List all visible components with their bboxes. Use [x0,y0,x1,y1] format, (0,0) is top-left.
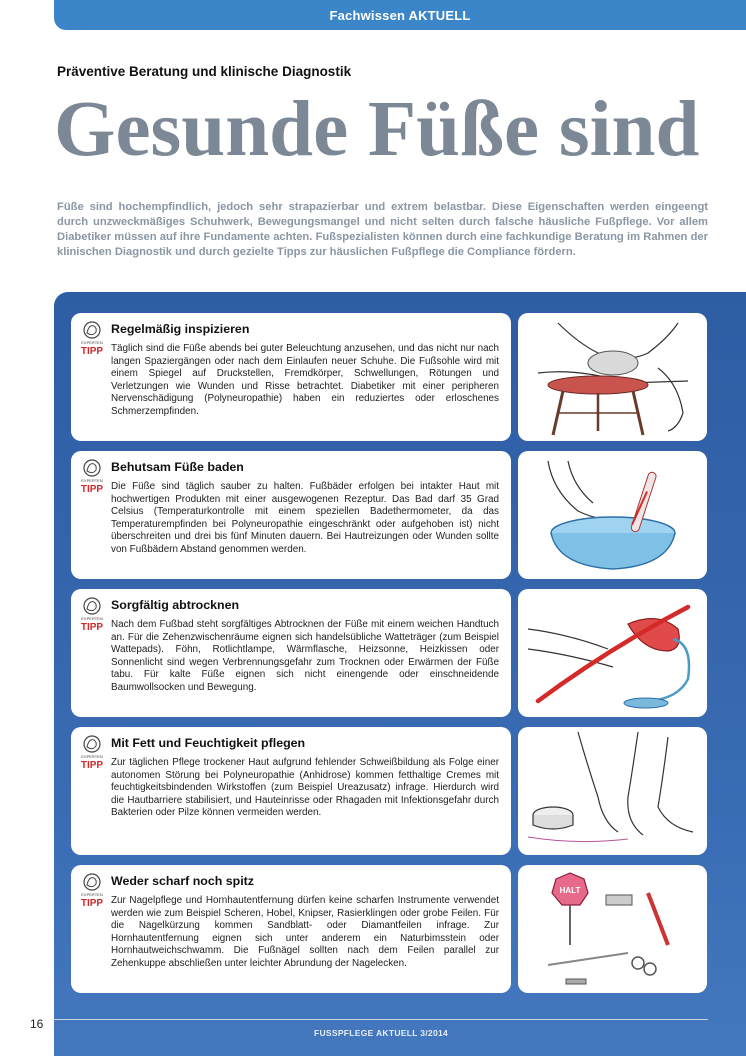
tip-title-3: Sorgfältig abtrocknen [111,598,240,612]
tip-card-1 [71,313,511,441]
svg-text:EXPERTEN: EXPERTEN [81,616,103,621]
section-header-bar [54,0,746,30]
tip-text-1: Täglich sind die Füße abends bei guter Beleuchtung anzusehen, und das nicht nur nach langen Spaziergängen oder nach dem Einlaufen neuer Schuhe. Die Fußsohle wird mit einem Spiegel auf Druckstellen, Fremdkörper, Schwellungen, Rötungen und Verletzungen wie Wunden und Risse betrachtet. Diabetiker mit einer peripheren Nervenschädigung (Polyneuropathie) haben ein reduziertes oder erloschenes Schmerzempfinden. [111,343,499,417]
tip-title-4: Mit Fett und Feuchtigkeit pflegen [111,736,306,750]
badge-main-text: TIPP [80,346,104,357]
expert-tip-icon [77,871,107,911]
illustration-heat-lamp [518,589,707,717]
svg-text:TIPP: TIPP [80,898,104,909]
expert-tip-icon [77,319,107,359]
page-number: 16 [30,1017,44,1031]
expert-tip-icon [77,733,107,773]
svg-text:TIPP: TIPP [80,622,104,633]
expert-tip-icon [77,457,107,497]
tip-text-3: Nach dem Fußbad steht sorgfältiges Abtrocknen der Füße mit einem weichen Handtuch an. Für die Zehenzwischenräume eignen sich handelsübliche Watteträger (zum Beispiel Wattepads). Föhn, Rotlichtlampe, Wärmflasche, Heizsonne, Heizkissen oder Sonnenlicht sind wegen Verbrennungsgefahr zum Trocknen oder Erwärmen der Füße tabu. Für kalte Füße eignen sich nicht einengende oder einschneidende Baumwollsocken und Bewegung. [111,619,499,693]
footer-divider [54,1019,708,1020]
illustration-foot-bath [518,451,707,579]
tip-title-5: Weder scharf noch spitz [111,874,254,888]
publication-footer: FUSSPFLEGE AKTUELL 3/2014 [313,1028,449,1038]
illustration-sharp-tools [518,865,707,993]
tip-title-2: Behutsam Füße baden [111,460,244,474]
tip-text-2: Die Füße sind täglich sauber zu halten. Fußbäder erfolgen bei intakter Haut mit hochwertigen Produkten mit einer ausgewogenen Rezeptur. Das Bad darf 35 Grad Celsius (Temperaturkontrolle mit einem speziellen Badethermometer, da das Temperaturempfinden bei Polyneuropathie eingeschränkt oder aufgehoben ist) nicht überschreiten und drei bis fünf Minuten dauern. Bei Hautreizungen oder Wunden sollte von Fußbädern Abstand genommen werden. [111,481,499,555]
halt-sign-text: HALT [559,886,581,895]
svg-text:EXPERTEN: EXPERTEN [81,478,103,483]
tip-title-1: Regelmäßig inspizieren [111,322,250,336]
lead-paragraph: Füße sind hochempfindlich, jedoch sehr strapazierbar und extrem belastbar. Diese Eigenschaften werden eingeengt durch unzweckmäßiges Schuhwerk, Bewegungsmangel und nicht selten durch falsche häusliche Fußpflege. Vor allem Diabetiker müssen auf ihre Fundamente achten. Fußspezialisten können durch eine fachkundige Beratung im Rahmen der klinischen Diagnostik und durch gezielte Tipps zur häuslichen Fußpflege die Compliance fördern. [57,201,708,258]
tip-text-5: Zur Nagelpflege und Hornhautentfernung dürfen keine scharfen Instrumente verwendet werden wie zum Beispiel Scheren, Hobel, Knipser, Rasierklingen oder grobe Feilen. Für die Nagelkürzung kommen Sandblatt- oder Diamantfeilen infrage. Zur Hornhautentfernung eignen sich unter anderem ein Naturbimsstein oder Hornhautweichschwamm. Die Fußnägel sollten nach dem Feilen parallel zur Zehenkuppe abschließen unter leichter Abrundung der Nagelecken. [111,895,499,969]
tip-card-3 [71,589,511,717]
tip-text-4: Zur täglichen Pflege trockener Haut aufgrund fehlender Schweißbildung als Folge einer autonomen Störung bei Polyneuropathie (Anhidrose) kommen fetthaltige Cremes mit feuchtigkeitsbindenden Wirkstoffen (zum Beispiel Ureazusatz) infrage. Hierdurch wird die Hautbarriere stabilisiert, und Hauteinrisse oder Rhagaden mit Infektionsgefahr durch Bakterien oder Pilze können vermeiden werden. [111,757,499,819]
headline: Gesunde Füße sind [54,86,700,173]
section-label: Fachwissen AKTUELL [329,7,471,23]
badge-top-text: EXPERTEN [81,340,103,345]
kicker: Präventive Beratung und klinische Diagnostik [57,64,352,79]
svg-text:TIPP: TIPP [80,760,104,771]
tip-card-2 [71,451,511,579]
svg-text:EXPERTEN: EXPERTEN [81,892,103,897]
tip-card-5 [71,865,511,993]
svg-text:TIPP: TIPP [80,484,104,495]
illustration-cream [518,727,707,855]
svg-text:EXPERTEN: EXPERTEN [81,754,103,759]
illustration-inspect [518,313,707,441]
expert-tip-icon [77,595,107,635]
tip-card-4 [71,727,511,855]
